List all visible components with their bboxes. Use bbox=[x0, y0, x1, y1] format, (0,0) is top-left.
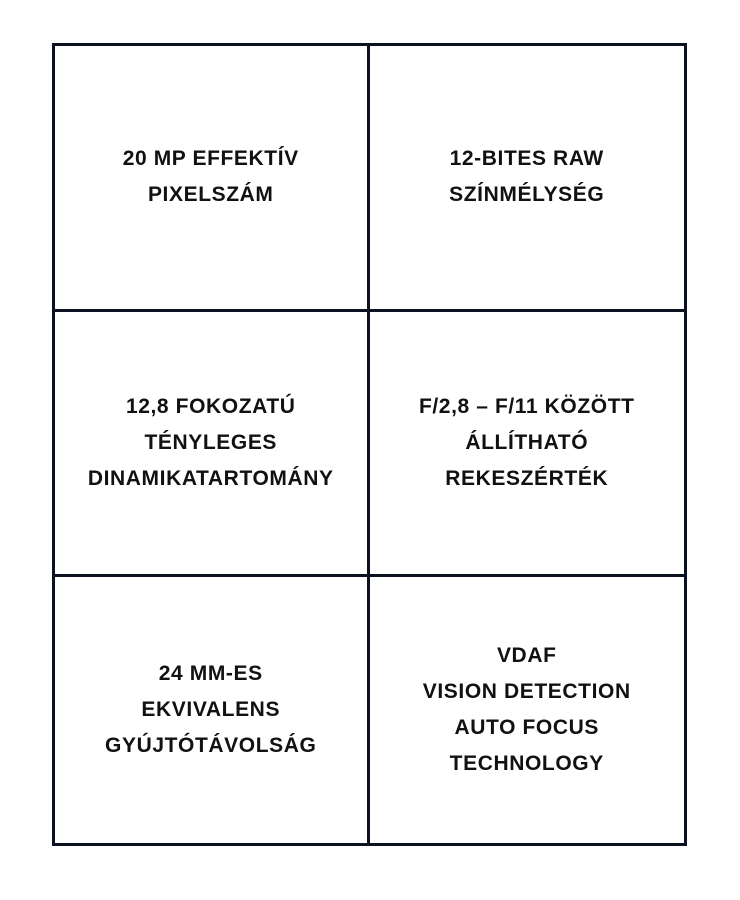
feature-line: DINAMIKATARTOMÁNY bbox=[87, 466, 334, 490]
feature-line: GYÚJTÓTÁVOLSÁG bbox=[105, 734, 317, 758]
feature-text bbox=[423, 638, 631, 782]
feature-line: PIXELSZÁM bbox=[147, 183, 274, 207]
feature-cell-effective-pixels bbox=[55, 46, 370, 312]
feature-line: ÁLLÍTHATÓ bbox=[465, 430, 589, 454]
feature-cell-vdaf bbox=[370, 577, 685, 843]
feature-text bbox=[123, 141, 299, 213]
feature-line: F/2,8 – F/11 KÖZÖTT bbox=[418, 394, 635, 418]
feature-grid bbox=[52, 43, 687, 846]
feature-line: AUTO FOCUS bbox=[454, 716, 599, 740]
feature-line: VISION DETECTION bbox=[422, 680, 631, 704]
feature-line: 24 MM-ES bbox=[158, 662, 263, 686]
feature-text bbox=[449, 141, 604, 213]
feature-text bbox=[88, 389, 334, 497]
feature-line: 20 MP EFFEKTÍV bbox=[122, 147, 299, 171]
feature-line: 12-BITES RAW bbox=[449, 147, 604, 171]
feature-line: VDAF bbox=[496, 644, 557, 668]
feature-cell-aperture bbox=[370, 312, 685, 578]
feature-line: EKVIVALENS bbox=[141, 698, 281, 722]
feature-cell-focal-length bbox=[55, 577, 370, 843]
feature-text bbox=[419, 389, 635, 497]
feature-cell-raw-bit-depth bbox=[370, 46, 685, 312]
feature-cell-dynamic-range bbox=[55, 312, 370, 578]
feature-line: TÉNYLEGES bbox=[144, 430, 278, 454]
feature-text bbox=[105, 656, 316, 764]
feature-line: SZÍNMÉLYSÉG bbox=[449, 183, 605, 207]
feature-line: 12,8 FOKOZATÚ bbox=[125, 394, 296, 418]
feature-line: REKESZÉRTÉK bbox=[445, 466, 609, 490]
feature-line: TECHNOLOGY bbox=[449, 752, 604, 776]
